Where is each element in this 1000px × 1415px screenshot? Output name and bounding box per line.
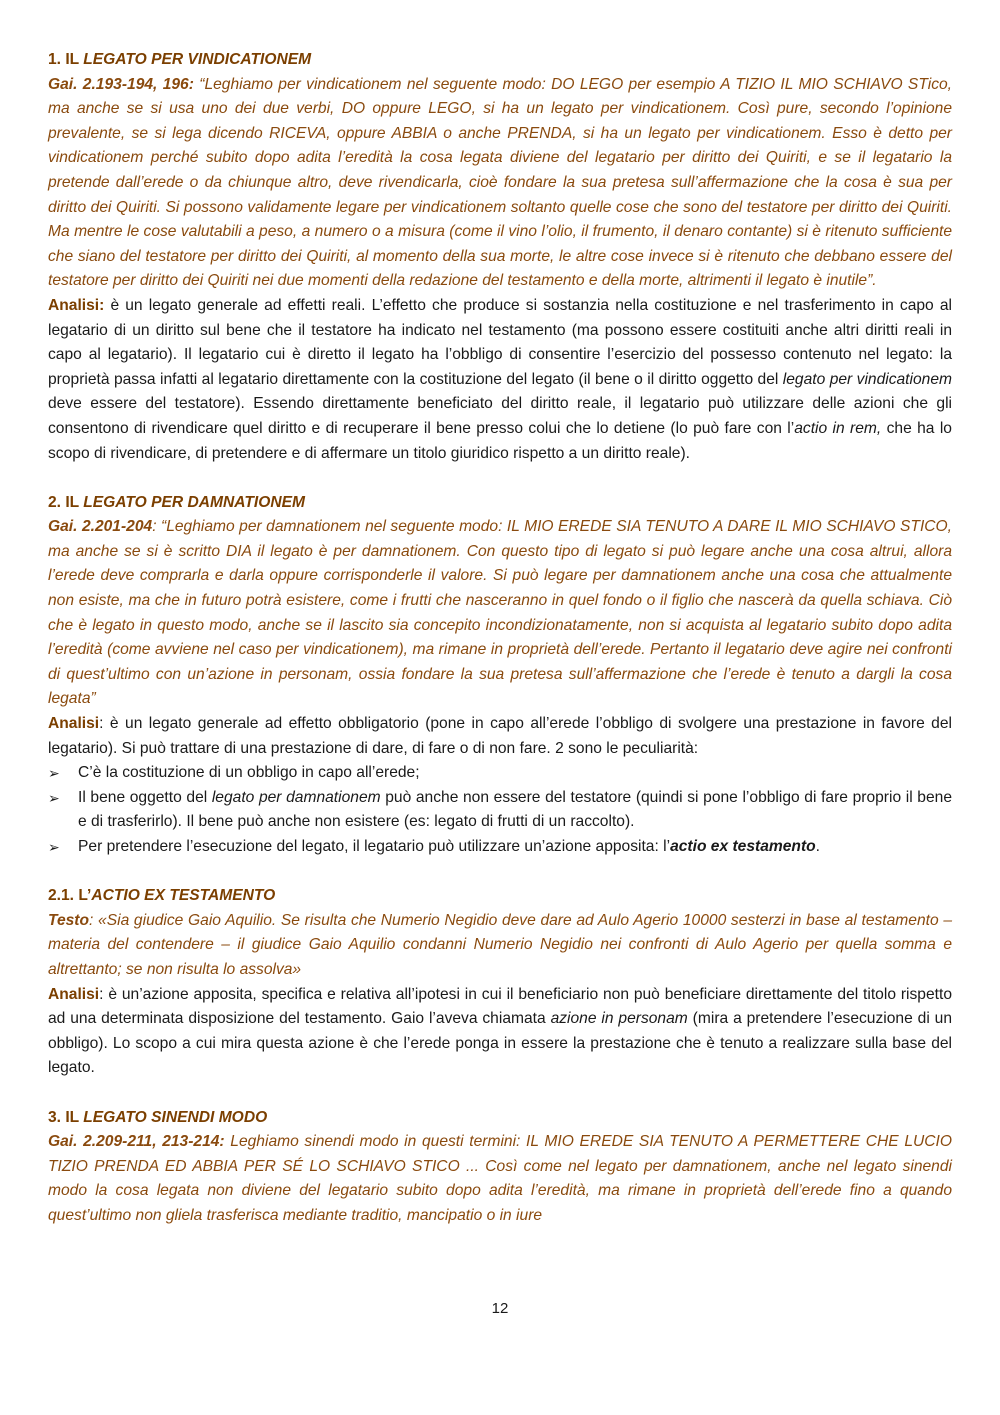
formula-text: Testo: «Sia giudice Gaio Aquilio. Se risulta che Numerio Negidio deve dare ad Aulo Agerio 10000 sesterzi in base al testamento – materia del contendere – il giudice Gaio Aquilio condanni Numerio Negidio nei confronti di Aulo Agerio per quella somma e altrettanto; se non risulta lo assolva» xyxy=(48,911,952,978)
quote-reference: Gai. 2.209-211, 213-214: xyxy=(48,1133,225,1151)
arrow-bullet-icon: ➢ xyxy=(48,765,60,782)
gaius-quote: Gai. 2.193-194, 196: “Leghiamo per vindicationem nel seguente modo: DO LEGO per esempio A TIZIO IL MIO SCHIAVO STico, ma anche se si usa uno dei due verbi, DO oppure LEGO, si ha un legato per vindicationem. Così pure, secondo l’opinione prevalente, se si lega dicendo RICEVA, oppure ABBIA o anche PRENDA, si ha un legato per vindicationem. Esso è detto per vindicationem perché subito dopo adita l’eredità la cosa legata diviene del legatario per diritto dei Quiriti, e se il legatario la pretende dall’erede o da chiunque altro, deve rivendicarla, cioè fondare la sua pretesa sull’affermazione che la cosa è sua per diritto dei Quiriti. Si possono validamente legare per vindicationem soltanto quelle cose che sono del testatore per diritto dei Quiriti. Ma mentre le cose valutabili a peso, a numero o a misura (come il vino l’olio, il frumento, il denaro contante) si è ritenuto sufficiente che siano del testatore per diritto dei Quiriti, al momento della sua morte, le altre cose invece si è ritenuto che debbano essere del testatore per diritto dei Quiriti nei due momenti della redazione del testamento e della morte, altrimenti il legato è inutile”. xyxy=(48,75,952,290)
quote-reference: Gai. 2.201-204 xyxy=(48,518,153,536)
quote-reference: Gai. 2.193-194, 196: xyxy=(48,75,194,93)
arrow-bullet-icon: ➢ xyxy=(48,839,60,855)
section-legato-sinendi-modo xyxy=(48,1106,952,1229)
list-item: ➢ C’è la costituzione di un obbligo in capo all’erede; xyxy=(48,761,952,786)
section-heading: 2. IL LEGATO PER DAMNATIONEM xyxy=(48,493,306,511)
analysis-label: Analisi xyxy=(48,715,100,733)
section-heading: 1. IL LEGATO PER VINDICATIONEM xyxy=(48,51,312,68)
section-legato-per-damnationem xyxy=(48,491,952,860)
analysis-paragraph: Analisi: è un legato generale ad effetto obbligatorio (pone in capo all’erede l’obbligo di svolgere una prestazione in favore del legatario). Si può trattare di una prestazione di dare, di fare o di non fare. 2 sono le peculiarità: xyxy=(48,715,952,757)
analysis-label: Analisi xyxy=(48,985,100,1003)
page-number: 12 xyxy=(491,1300,509,1317)
arrow-bullet-icon: ➢ xyxy=(48,789,60,806)
gaius-quote: Gai. 2.201-204: “Leghiamo per damnationem nel seguente modo: IL MIO EREDE SIA TENUTO A DARE IL MIO SCHIAVO STICO, ma anche se si è scritto DIA il legato è per damnationem. Con questo tipo di legato si può legare anche una cosa altrui, allora l’erede deve comprarla e darla oppure corrisponderle il valore. Si può legare per damnationem anche una cosa che attualmente non esiste, ma che in futuro potrà esistere, come i frutti che nasceranno in quel fondo o il figlio che nascerà da quella schiava. Ciò che è legato in questo modo, anche se il lascito sia concepito incondizionatamente, non si acquista al legatario subito dopo adita l’eredità (come avviene nel caso per vindicationem), ma rimane in proprietà dell’erede. Pertanto il legatario deve agire nei confronti di quest’ultimo con un’azione in personam, ossia fondare la sua pretesa sull’affermazione che l’erede è tenuto a dargli la cosa legata” xyxy=(48,518,952,708)
section-legato-per-vindicationem xyxy=(48,48,952,466)
peculiarities-list xyxy=(48,761,952,859)
section-heading: 2.1. L’ACTIO EX TESTAMENTO xyxy=(48,887,276,905)
section-heading: 3. IL LEGATO SINENDI MODO xyxy=(48,1108,268,1126)
analysis-paragraph: Analisi: è un’azione apposita, specifica e relativa all’ipotesi in cui il beneficiario non può beneficiare direttamente del titolo rispetto ad una determinata disposizione del testamento. Gaio l’aveva chiamata azione in personam (mira a pretendere l’esecuzione di un obbligo). Lo scopo a cui mira questa azione è che l’erede ponga in essere la prestazione che è tenuto a realizzare sulla base del legato. xyxy=(48,985,953,1077)
analysis-paragraph: Analisi: è un legato generale ad effetti reali. L’effetto che produce si sostanzia nella costituzione e nel trasferimento in capo al legatario di un diritto sul bene che il testatore ha indicato nel testamento (ma possono essere costituiti anche altri diritti reali in capo al legatario). Il legatario cui è diretto il legato ha l’obbligo di consentire l’esercizio del possesso contenuto nel legato: la proprietà passa infatti al legatario direttamente con la costituzione del legato (il bene o il diritto oggetto del legato per vindicationem deve essere del testatore). Essendo direttamente beneficiato del diritto reale, il legatario può utilizzare delle azioni che gli consentono di rivendicare quel diritto e di recuperare il bene presso colui che lo detiene (lo può fare con l’actio in rem, che ha lo scopo di rivendicare, di pretendere e di affermare un titolo giuridico rispetto a un diritto reale). xyxy=(48,296,952,462)
list-item: ➢ Per pretendere l’esecuzione del legato, il legatario può utilizzare un’azione apposita: l’actio ex testamento. xyxy=(48,835,952,860)
analysis-label: Analisi: xyxy=(48,296,105,314)
text-label: Testo xyxy=(48,911,90,929)
list-item: ➢ Il bene oggetto del legato per damnationem può anche non essere del testatore (quindi si pone l’obbligo di fare proprio il bene e di trasferirlo). Il bene può anche non esistere (es: legato di frutti di un raccolto). xyxy=(48,786,952,835)
section-actio-ex-testamento xyxy=(48,884,952,1081)
gaius-quote: Gai. 2.209-211, 213-214: Leghiamo sinendi modo in questi termini: IL MIO EREDE SIA TENUTO A PERMETTERE CHE LUCIO TIZIO PRENDA ED ABBIA PER SÉ LO SCHIAVO STICO ... Così come nel legato per damnationem, anche nel legato sinendi modo la cosa legata non diviene del legatario subito dopo adita l’eredità, ma rimane in proprietà dell’erede fino a quando quest’ultimo non gliela trasferisca mediante traditio, mancipatio o in iure xyxy=(48,1133,952,1224)
